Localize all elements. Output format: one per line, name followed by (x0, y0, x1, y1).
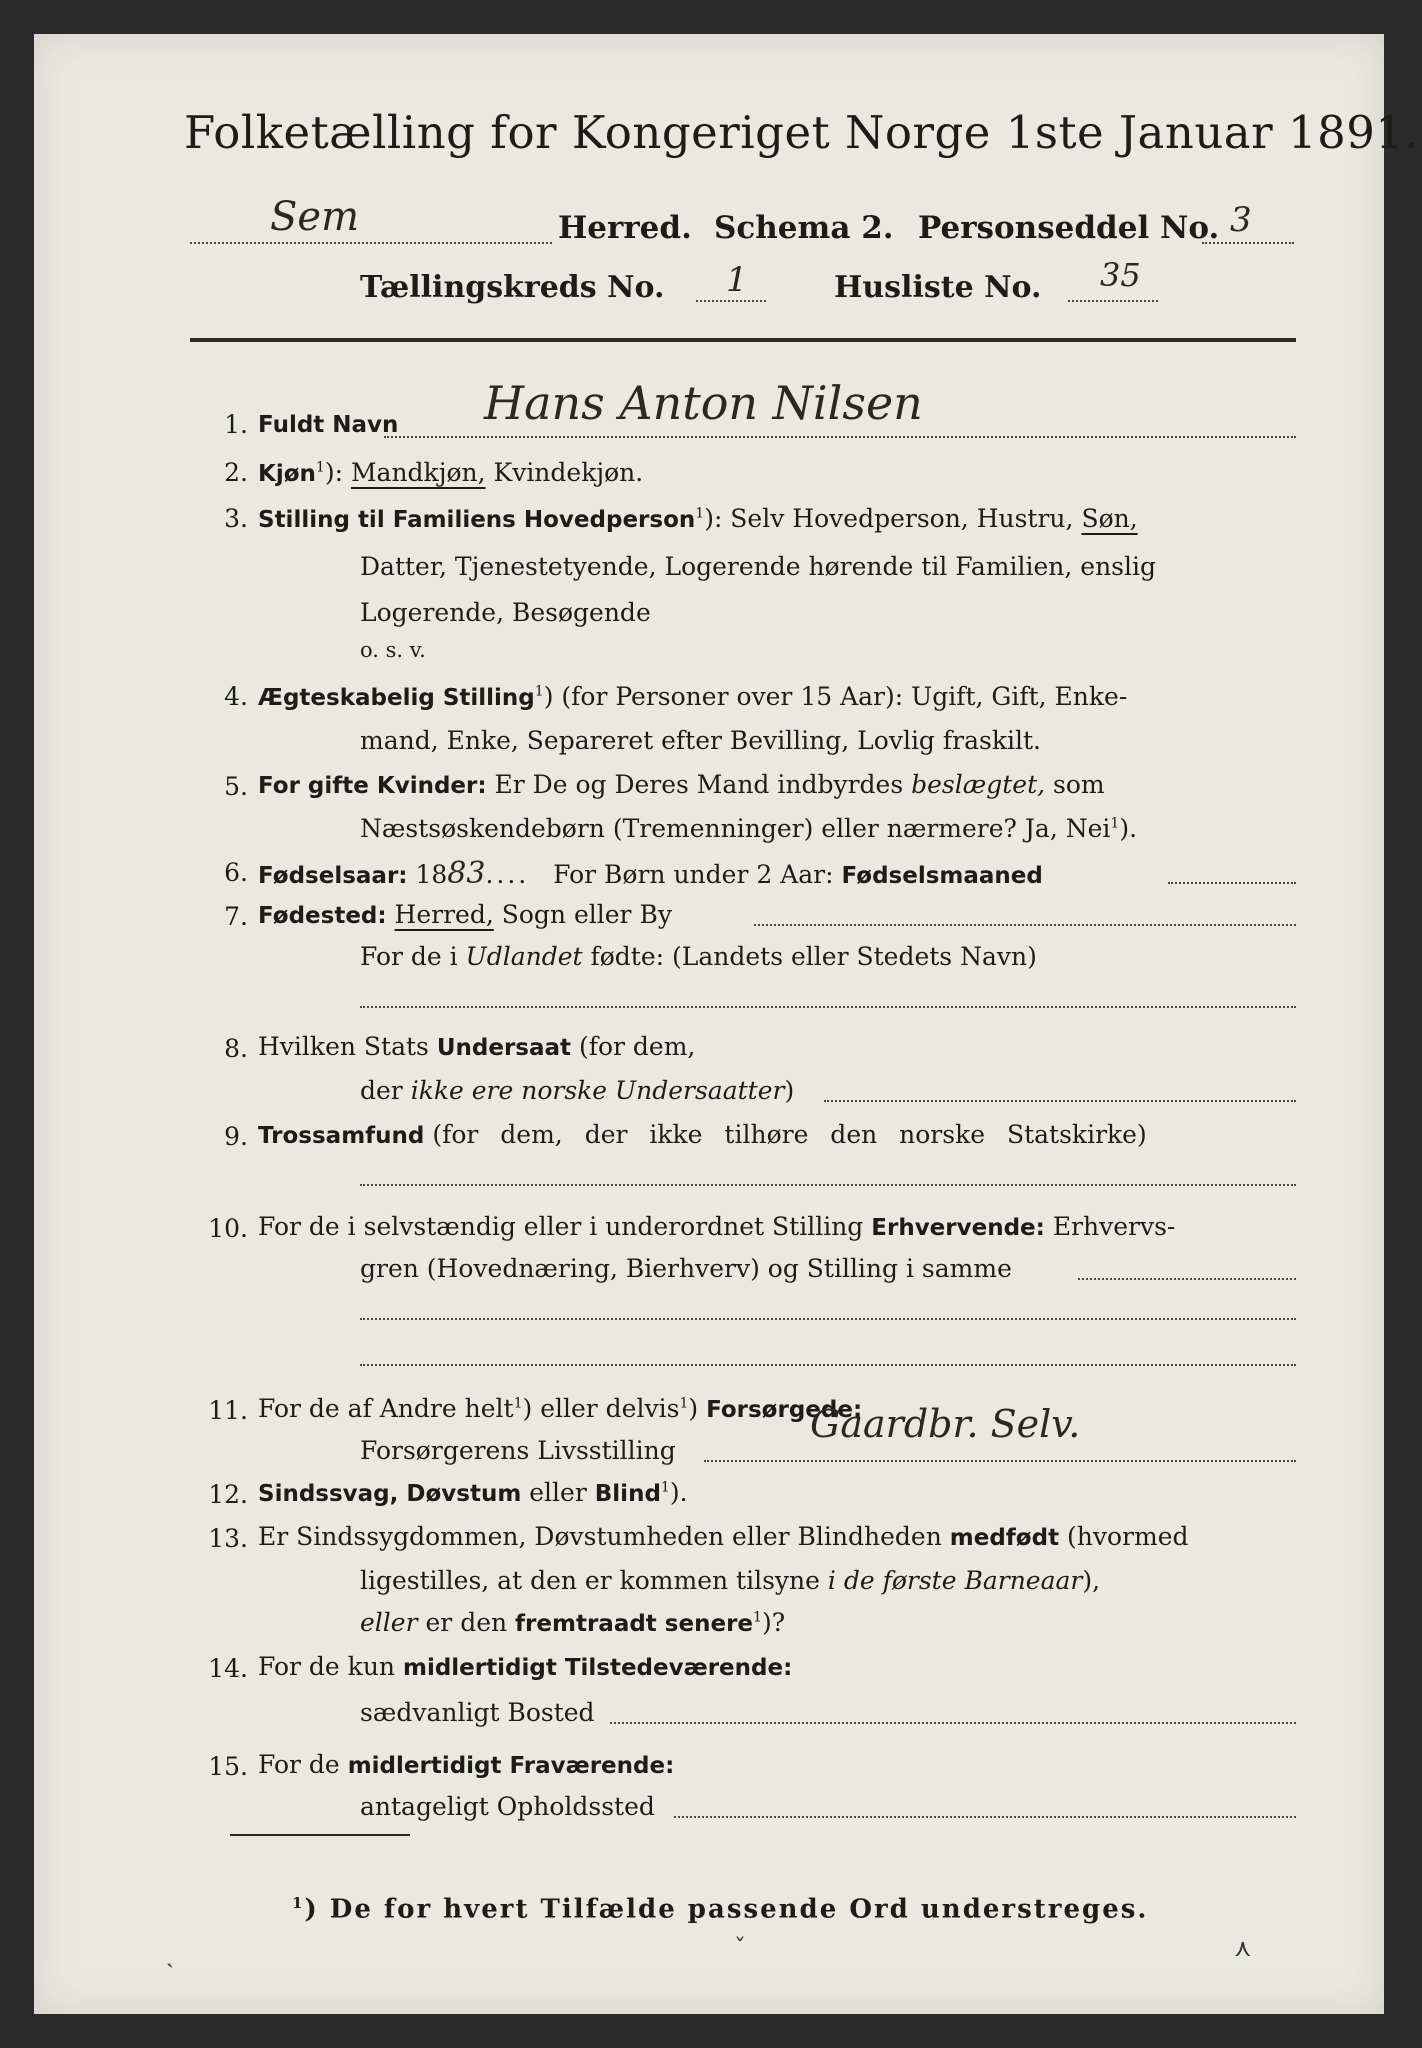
q11-value: Gaardbr. Selv. (810, 1402, 1081, 1446)
q7-italic: Udlandet (465, 942, 583, 971)
q6-prefix: 18 (415, 860, 448, 889)
q5-text-a: Er De og Deres Mand indbyrdes (494, 770, 904, 799)
item-number-12: 12. (208, 1480, 248, 1509)
footnote-text: ) De for hvert Tilfælde passende Ord understreges. (304, 1894, 1149, 1925)
q7-dotted-line (754, 924, 1296, 926)
q11-sup-b: 1 (679, 1395, 689, 1412)
q10-label: Erhvervende: (871, 1215, 1045, 1241)
q5-label: For gifte Kvinder: (258, 773, 487, 799)
q14-text: For de kun (258, 1652, 396, 1681)
q7-row-b (360, 942, 1037, 971)
q10-text-a: For de i selvstændig eller i underordnet Stilling (258, 1212, 864, 1241)
footnote-rule (230, 1834, 410, 1836)
form-title: Folketælling for Kongeriget Norge 1ste Januar 1891. (184, 106, 1420, 159)
q2-kvindekjon: Kvindekjøn. (493, 458, 644, 487)
husliste-value: 35 (1100, 256, 1141, 294)
q11-dotted-line (704, 1460, 1296, 1462)
q12-label2: Blind (594, 1481, 661, 1507)
q13-text-c: er den (425, 1608, 508, 1637)
q3-text-d: o. s. v. (360, 638, 426, 662)
q7-answer-line (360, 1006, 1296, 1008)
q5-italic: beslægtet, (911, 770, 1046, 799)
item-number-11: 11. (208, 1396, 248, 1425)
q12-sup: 1 (660, 1479, 670, 1496)
census-form-page (34, 34, 1420, 2014)
q15-dotted-line (674, 1816, 1296, 1818)
q5-row-a (258, 770, 1105, 799)
q11-sup-a: 1 (513, 1395, 523, 1412)
q7-text-c: fødte: (Landets eller Stedets Navn) (590, 942, 1037, 971)
item-number-10: 10. (208, 1214, 248, 1243)
q3-sup: 1 (695, 505, 705, 522)
q11-row-a: For de af Andre helt$^1$) eller delvis$^1$) Forsørgede: (258, 1394, 863, 1423)
q9-row (258, 1120, 1147, 1149)
q7-herred: Herred, (394, 900, 494, 929)
q11-text-c: Forsørgerens Livsstilling (360, 1436, 676, 1465)
q12-label: Sindssvag, Døvstum (258, 1481, 522, 1507)
personseddel-value: 3 (1230, 200, 1252, 240)
q7-label: Fødested: (258, 903, 387, 929)
footnote-sup: 1 (292, 1894, 305, 1912)
q13-italic: i de første Barneaar (827, 1566, 1083, 1595)
q5-sup: 1 (1110, 815, 1120, 832)
herred-dotted-line (190, 242, 552, 244)
q2-sup: 1 (315, 459, 325, 476)
q11-label: Forsørgede: (706, 1397, 863, 1423)
margin-mark-right: ⋏ (1234, 1934, 1252, 1962)
q9-label: Trossamfund (258, 1123, 425, 1149)
q14-text-b: sædvanligt Bosted (360, 1698, 595, 1727)
q8-row-a (258, 1032, 695, 1061)
q6-row: Fødselsaar: 1883.... For Børn under 2 Aar: Fødselsmaaned (258, 856, 1043, 891)
q13-row-a (258, 1522, 1189, 1551)
q1-label: Fuldt Navn (258, 412, 399, 438)
q10-text-c: gren (Hovednæring, Bierhverv) og Stilling i samme (360, 1254, 1012, 1283)
q6-label2: Fødselsmaaned (841, 863, 1043, 889)
q4-text-b: mand, Enke, Separeret efter Bevilling, Lovlig fraskilt. (360, 726, 1041, 755)
item-number-7: 7. (224, 902, 248, 931)
q9-answer-line (360, 1184, 1296, 1186)
q14-row-a (258, 1652, 792, 1681)
kreds-value: 1 (726, 260, 748, 300)
q10-answer-line-1 (360, 1318, 1296, 1320)
q13-row-b: ligestilles, at den er kommen tilsyne i de første Barneaar), (360, 1566, 1101, 1595)
q15-text: For de (258, 1750, 340, 1779)
husliste-dotted-line (1068, 300, 1158, 302)
q7-row-a (258, 900, 672, 929)
schema-label: Schema 2. (714, 210, 894, 246)
husliste-label: Husliste No. (834, 270, 1042, 305)
item-number-9: 9. (224, 1122, 248, 1151)
item-number-15: 15. (208, 1752, 248, 1781)
q4-sup: 1 (534, 683, 544, 700)
q1-dotted-line (384, 436, 1296, 438)
q3-text-c: Logerende, Besøgende (360, 598, 651, 627)
q8-text-c: der (360, 1076, 403, 1105)
item-number-5: 5. (224, 772, 248, 801)
item-number-4: 4. (224, 682, 248, 711)
q7-text-b: For de i (360, 942, 458, 971)
q3-label: Stilling til Familiens Hovedperson (258, 507, 696, 533)
q15-row-a (258, 1750, 674, 1779)
q11-text-b: eller delvis (540, 1394, 680, 1423)
item-number-2: 2. (224, 458, 248, 487)
q8-text: Hvilken Stats (258, 1032, 429, 1061)
q9-text: (for dem, der ikke tilhøre den norske Statskirke) (432, 1120, 1147, 1149)
q2-mandkjon: Mandkjøn, (350, 458, 486, 487)
q3-row-a (258, 504, 1138, 533)
herred-label: Herred. (558, 210, 692, 246)
personseddel-label: Personseddel No. (918, 210, 1220, 246)
q10-dotted-line (1078, 1278, 1296, 1280)
margin-mark-left: ˏ (166, 1940, 174, 1968)
q5-text-a2: som (1053, 770, 1105, 799)
q13-row-c: eller er den fremtraadt senere$^1$)? (360, 1608, 786, 1637)
q8-dotted-line (824, 1100, 1296, 1102)
item-number-6: 6. (224, 858, 248, 887)
q14-label: midlertidigt Tilstedeværende: (402, 1655, 793, 1681)
q13-text-a2: (hvormed (1067, 1522, 1189, 1551)
header-rule (190, 338, 1296, 342)
q7-text: Sogn eller By (501, 900, 672, 929)
q13-label: medfødt (949, 1525, 1060, 1551)
q6-dotted-line (1168, 882, 1296, 884)
q3-son: Søn, (1081, 504, 1138, 533)
q10-answer-line-2 (360, 1364, 1296, 1366)
item-number-3: 3. (224, 504, 248, 533)
q3-text-a: ): Selv Hovedperson, Hustru, (704, 504, 1074, 533)
q15-text-b: antageligt Opholdssted (360, 1792, 655, 1821)
q13-italic-b: eller (360, 1608, 418, 1637)
q1-value: Hans Anton Nilsen (484, 376, 923, 430)
q4-row-a (258, 682, 1127, 711)
item-number-14: 14. (208, 1654, 248, 1683)
q2-label: Kjøn (258, 461, 316, 487)
q4-label: Ægteskabelig Stilling (258, 685, 535, 711)
q8-italic: ikke ere norske Undersaatter (410, 1076, 785, 1105)
footnote (292, 1894, 1148, 1925)
q10-text-b: Erhvervs- (1052, 1212, 1176, 1241)
q14-dotted-line (610, 1722, 1296, 1724)
q8-text-b: (for dem, (578, 1032, 696, 1061)
q13-sup: 1 (753, 1609, 762, 1626)
q12-text: eller (529, 1478, 587, 1507)
item-number-13: 13. (208, 1524, 248, 1553)
q3-text-b: Datter, Tjenestetyende, Logerende hørende til Familien, enslig (360, 552, 1157, 581)
q10-row-a (258, 1212, 1175, 1241)
personseddel-dotted-line (1202, 242, 1294, 244)
q12-row: Sindssvag, Døvstum eller Blind$^1$). (258, 1478, 688, 1507)
item-number-8: 8. (224, 1034, 248, 1063)
q13-text-b: ligestilles, at den er kommen tilsyne (360, 1566, 820, 1595)
q13-label2: fremtraadt senere (515, 1611, 754, 1637)
item-number-1: 1. (224, 410, 248, 439)
q6-text: For Børn under 2 Aar: (553, 860, 834, 889)
q4-text-a: ) (for Personer over 15 Aar): Ugift, Gift, Enke- (543, 682, 1128, 711)
q8-label: Undersaat (436, 1035, 572, 1061)
kreds-label: Tællingskreds No. (360, 270, 665, 305)
q5-text-b: Næstsøskendebørn (Tremenninger) eller nærmere? Ja, Nei (360, 814, 1111, 843)
herred-value: Sem (270, 194, 360, 240)
q2-row (258, 458, 643, 487)
q8-row-b: der ikke ere norske Undersaatter) (360, 1076, 795, 1105)
q5-row-b: Næstsøskendebørn (Tremenninger) eller nærmere? Ja, Nei$^1$). (360, 814, 1138, 843)
q15-label: midlertidigt Fraværende: (347, 1753, 675, 1779)
kreds-dotted-line (696, 300, 766, 302)
q6-value: 83 (447, 856, 486, 891)
margin-mark-center: ˇ (734, 1934, 746, 1962)
q2-text: ): (324, 458, 343, 487)
q6-label: Fødselsaar: (258, 863, 408, 889)
q13-text-a: Er Sindssygdommen, Døvstumheden eller Blindheden (258, 1522, 942, 1551)
q11-text-a: For de af Andre helt (258, 1394, 514, 1423)
